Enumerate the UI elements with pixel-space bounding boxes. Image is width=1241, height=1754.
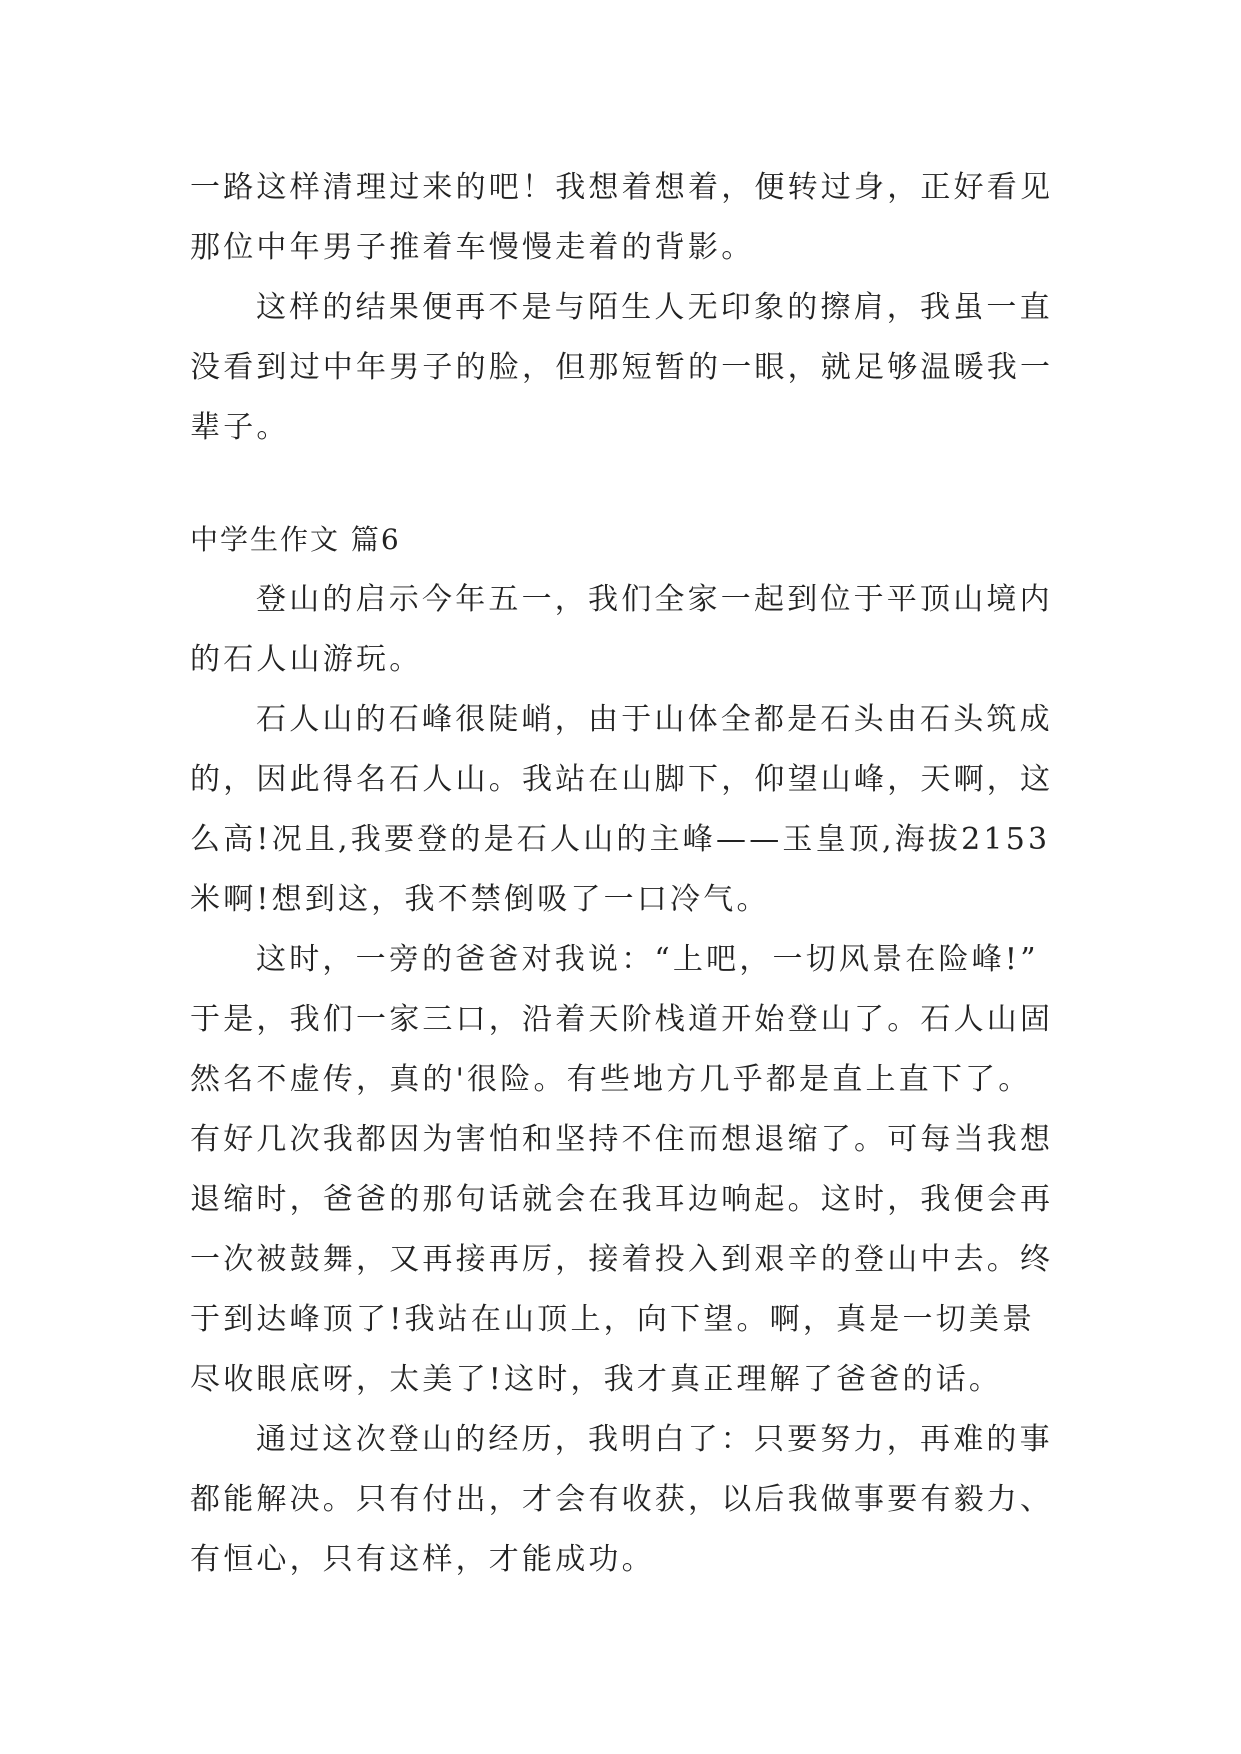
- document-page: [190, 158, 1052, 1590]
- text-line: 有恒心，只有这样，才能成功。: [190, 1542, 655, 1577]
- text-line: 于到达峰顶了!我站在山顶上，向下望。啊，真是一切美景: [190, 1302, 1036, 1337]
- text-line: 米啊!想到这，我不禁倒吸了一口冷气。: [190, 882, 770, 917]
- text-line: 石人山的石峰很陡峭，由于山体全都是石头由石头筑成: [256, 702, 1053, 737]
- text-line: 没看到过中年男子的脸，但那短暂的一眼，就足够温暖我一: [190, 350, 1054, 385]
- text-line: 的石人山游玩。: [190, 642, 423, 677]
- section-gap: [190, 458, 1052, 510]
- section-heading: 中学生作文 篇6: [190, 523, 401, 556]
- text-line: 一路这样清理过来的吧！我想着想着，便转过身，正好看见: [190, 170, 1054, 205]
- text-line: 都能解决。只有付出，才会有收获，以后我做事要有毅力、: [190, 1482, 1054, 1517]
- paragraph-s6-1: [190, 570, 1052, 690]
- paragraph-s6-3: [190, 930, 1052, 1410]
- text-line: 辈子。: [190, 410, 290, 445]
- text-line: 通过这次登山的经历，我明白了：只要努力，再难的事: [256, 1422, 1053, 1457]
- text-line: 于是，我们一家三口，沿着天阶栈道开始登山了。石人山固: [190, 1002, 1054, 1037]
- text-line: 尽收眼底呀，太美了!这时，我才真正理解了爸爸的话。: [190, 1362, 1003, 1397]
- text-line: 有好几次我都因为害怕和坚持不住而想退缩了。可每当我想: [190, 1122, 1054, 1157]
- text-line: 登山的启示今年五一，我们全家一起到位于平顶山境内: [256, 582, 1053, 617]
- paragraph-s6-2: [190, 690, 1052, 930]
- text-line: 这样的结果便再不是与陌生人无印象的擦肩，我虽一直: [256, 290, 1053, 325]
- paragraph-s6-4: [190, 1410, 1052, 1590]
- text-line: 然名不虚传，真的'很险。有些地方几乎都是直上直下了。: [190, 1062, 1032, 1097]
- text-line: 么高!况且,我要登的是石人山的主峰——玉皇顶,海拔2153: [190, 822, 1051, 857]
- paragraph-s5-2: [190, 278, 1052, 458]
- text-line: 退缩时，爸爸的那句话就会在我耳边响起。这时，我便会再: [190, 1182, 1054, 1217]
- text-line: 那位中年男子推着车慢慢走着的背影。: [190, 230, 755, 265]
- text-line: 的，因此得名石人山。我站在山脚下，仰望山峰，天啊，这: [190, 762, 1054, 797]
- paragraph-s5-1: [190, 158, 1052, 278]
- text-line: 这时，一旁的爸爸对我说：“上吧，一切风景在险峰!”: [256, 942, 1039, 977]
- text-line: 一次被鼓舞，又再接再厉，接着投入到艰辛的登山中去。终: [190, 1242, 1054, 1277]
